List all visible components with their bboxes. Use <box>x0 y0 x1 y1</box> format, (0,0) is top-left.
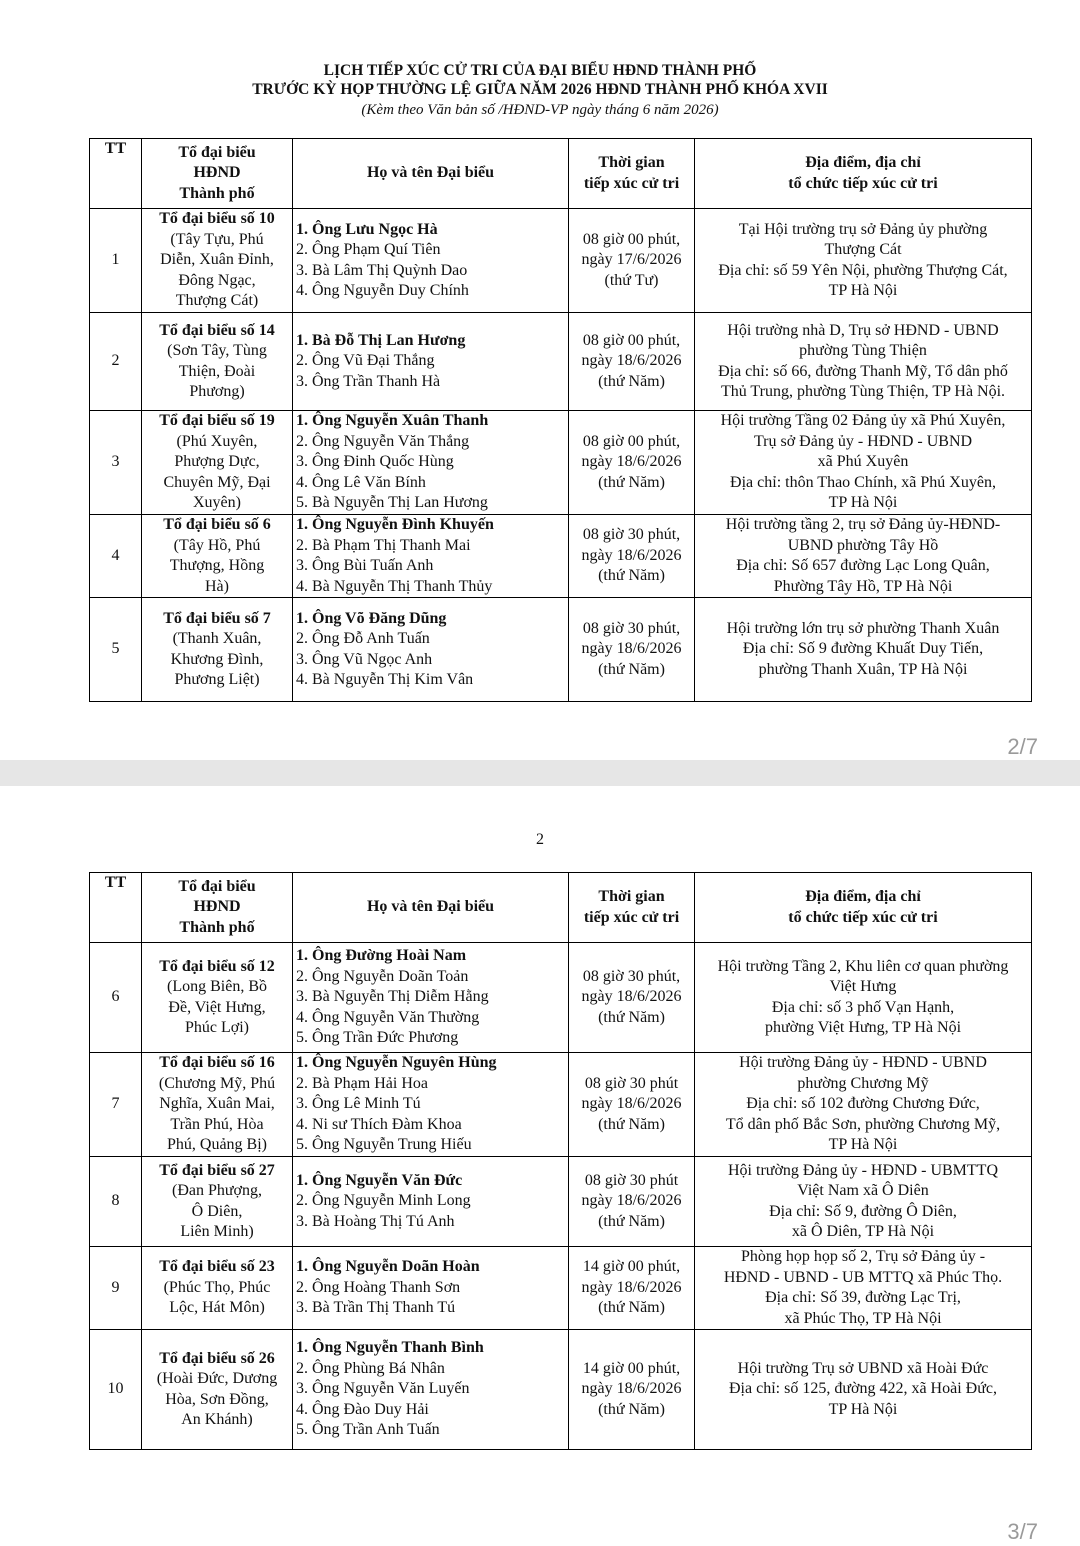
meeting-time-line: (thứ Tư) <box>604 271 659 289</box>
meeting-time-line: ngày 18/6/2026 <box>581 453 682 471</box>
column-header-group-line: Thành phố <box>179 184 255 202</box>
table-row <box>90 209 1032 313</box>
page-indicator: 3/7 <box>1007 1519 1038 1544</box>
schedule-table-page-2 <box>89 872 1032 1450</box>
document-title-line-2: TRƯỚC KỲ HỌP THƯỜNG LỆ GIỮA NĂM 2026 HĐND THÀNH PHỐ KHÓA XVII <box>252 81 828 98</box>
delegate-name: 4. Ni sư Thích Đàm Khoa <box>296 1115 462 1133</box>
delegate-name: 3. Bà Lâm Thị Quỳnh Dao <box>296 261 468 279</box>
document-subtitle: (Kèm theo Văn bản số /HĐND-VP ngày tháng 6 năm 2026) <box>361 102 719 118</box>
meeting-location-line: Hội trường Tầng 02 Đảng ủy xã Phú Xuyên, <box>720 412 1006 430</box>
page-indicator: 2/7 <box>1007 734 1038 759</box>
delegate-name: 1. Ông Nguyễn Đình Khuyến <box>296 516 494 533</box>
delegate-group-area: Ô Diên, <box>191 1202 243 1220</box>
meeting-time-line: ngày 18/6/2026 <box>581 640 682 658</box>
delegate-group-area: Khương Đình, <box>170 650 264 668</box>
delegate-names-cell <box>293 515 569 598</box>
meeting-location-line: Địa chỉ: Số 9 đường Khuất Duy Tiến, <box>742 640 984 658</box>
column-header-group-line: HĐND <box>193 164 241 182</box>
delegate-names-cell <box>293 943 569 1053</box>
delegate-group-area: Lộc, Hát Môn) <box>169 1299 265 1317</box>
meeting-time-line: 08 giờ 00 phút, <box>582 331 681 349</box>
delegate-group-cell <box>142 1330 293 1450</box>
meeting-location-line: Hội trường Đảng ủy - HĐND - UBMTTQ <box>728 1161 998 1179</box>
meeting-time-line: (thứ Năm) <box>598 1008 665 1026</box>
delegate-name: 5. Ông Trần Đức Phương <box>296 1029 459 1047</box>
meeting-time-line: 08 giờ 30 phút <box>584 1074 679 1092</box>
delegate-group-cell <box>142 313 293 411</box>
meeting-location-line: Địa chỉ: Số 9, đường Ô Diên, <box>769 1202 957 1220</box>
delegate-group-title: Tổ đại biểu số 27 <box>159 1161 275 1179</box>
row-number: 6 <box>90 943 142 1053</box>
delegate-name: 1. Bà Đỗ Thị Lan Hương <box>296 331 466 349</box>
meeting-location-cell <box>695 313 1032 411</box>
column-header-group-line: Tổ đại biểu <box>178 877 256 895</box>
document-title-line-1: LỊCH TIẾP XÚC CỬ TRI CỦA ĐẠI BIỂU HĐND THÀNH PHỐ <box>323 62 757 79</box>
delegate-group-area: Nghĩa, Xuân Mai, <box>159 1095 275 1113</box>
delegate-name: 3. Ông Nguyễn Văn Luyến <box>296 1380 470 1398</box>
delegate-name: 3. Bà Hoàng Thị Tú Anh <box>296 1212 455 1230</box>
delegate-name: 2. Ông Phùng Bá Nhân <box>296 1359 445 1377</box>
delegate-names-cell <box>293 598 569 702</box>
delegate-group-area: Thượng, Hồng <box>169 557 265 574</box>
meeting-location-line: Địa chỉ: số 66, đường Thanh Mỹ, Tổ dân phố <box>718 362 1008 380</box>
table-row <box>90 411 1032 515</box>
delegate-group-area: (Hoài Đức, Dương <box>156 1370 278 1387</box>
delegate-group-area: (Đan Phượng, <box>171 1182 262 1199</box>
row-number: 5 <box>90 598 142 702</box>
delegate-group-area: Đông Ngạc, <box>178 271 256 289</box>
delegate-group-area: Chuyên Mỹ, Đại <box>163 473 271 491</box>
delegate-group-area: Đề, Việt Hưng, <box>168 998 266 1016</box>
meeting-location-line: Địa chỉ: Số 657 đường Lạc Long Quân, <box>736 557 990 574</box>
table-row <box>90 313 1032 411</box>
table-row <box>90 598 1032 702</box>
meeting-time-line: ngày 18/6/2026 <box>581 1095 682 1113</box>
delegate-name: 3. Ông Vũ Ngọc Anh <box>296 650 433 668</box>
delegate-group-area: Diễn, Xuân Đỉnh, <box>160 251 274 269</box>
delegate-names-cell <box>293 411 569 515</box>
meeting-location-line: Tại Hội trường trụ sở Đảng ủy phường <box>738 220 988 238</box>
meeting-time-line: 08 giờ 30 phút, <box>582 967 681 985</box>
delegate-name: 2. Ông Vũ Đại Thắng <box>296 352 435 370</box>
delegate-group-title: Tổ đại biểu số 16 <box>159 1054 275 1072</box>
delegate-name: 1. Ông Nguyễn Doãn Hoàn <box>296 1258 480 1276</box>
row-number: 4 <box>90 515 142 598</box>
meeting-time-line: (thứ Năm) <box>598 660 665 678</box>
meeting-time-line: 14 giờ 00 phút, <box>582 1359 681 1377</box>
meeting-location-line: Địa chỉ: số 102 đường Chương Đức, <box>746 1095 980 1113</box>
column-header-time <box>569 873 695 943</box>
delegate-group-title: Tổ đại biểu số 14 <box>159 321 275 339</box>
column-header-names: Họ và tên Đại biểu <box>293 873 569 943</box>
column-header-location <box>695 139 1032 209</box>
meeting-location-cell <box>695 598 1032 702</box>
delegate-name: 5. Ông Nguyễn Trung Hiếu <box>296 1136 472 1154</box>
delegate-name: 3. Bà Nguyễn Thị Diễm Hằng <box>296 988 489 1006</box>
meeting-location-line: Địa chỉ: Số 39, đường Lạc Trị, <box>765 1289 961 1306</box>
delegate-name: 3. Ông Lê Minh Tú <box>296 1095 421 1113</box>
meeting-time-cell <box>569 943 695 1053</box>
meeting-location-line: Hội trường tầng 2, trụ sở Đảng ủy-HĐND- <box>725 516 1001 533</box>
delegate-group-area: Xuyên) <box>193 494 241 512</box>
meeting-time-line: (thứ Năm) <box>598 1299 665 1317</box>
delegate-group-cell <box>142 411 293 515</box>
delegate-group-cell <box>142 209 293 313</box>
delegate-name: 4. Ông Đào Duy Hải <box>296 1400 429 1418</box>
delegate-name: 4. Ông Nguyễn Duy Chính <box>296 282 469 299</box>
delegate-group-cell <box>142 598 293 702</box>
delegate-group-area: (Thanh Xuân, <box>172 630 262 647</box>
meeting-location-line: Thủ Trung, phường Tùng Thiện, TP Hà Nội. <box>720 383 1006 400</box>
delegate-group-title: Tổ đại biểu số 6 <box>163 516 271 533</box>
delegate-name: 2. Ông Nguyễn Văn Thắng <box>296 432 470 450</box>
delegate-name: 4. Bà Nguyễn Thị Thanh Thủy <box>296 577 493 595</box>
meeting-location-line: Thượng Cát <box>824 241 902 258</box>
delegate-group-area: (Phú Xuyên, <box>176 432 258 450</box>
column-header-time-line: Thời gian <box>598 888 665 905</box>
delegate-name: 5. Ông Trần Anh Tuấn <box>296 1421 440 1439</box>
table-row <box>90 1053 1032 1157</box>
delegate-group-area: (Tây Tựu, Phú <box>170 230 264 248</box>
meeting-location-line: UBND phường Tây Hồ <box>787 536 939 554</box>
meeting-location-line: Phường Tây Hồ, TP Hà Nội <box>773 577 953 595</box>
delegate-name: 1. Ông Đường Hoài Nam <box>296 947 467 965</box>
row-number: 10 <box>90 1330 142 1450</box>
meeting-time-line: (thứ Năm) <box>598 1212 665 1230</box>
meeting-location-line: Địa chỉ: số 125, đường 422, xã Hoài Đức, <box>729 1380 997 1398</box>
page-separator <box>0 760 1080 786</box>
delegate-name: 4. Ông Lê Văn Bính <box>296 473 426 491</box>
table-header-row <box>90 139 1032 209</box>
delegate-name: 2. Bà Phạm Thị Thanh Mai <box>296 536 471 554</box>
delegate-group-area: (Tây Hồ, Phú <box>173 536 261 554</box>
meeting-time-cell <box>569 411 695 515</box>
meeting-location-line: Hội trường Tầng 2, Khu liên cơ quan phường <box>717 957 1009 975</box>
column-header-group <box>142 873 293 943</box>
meeting-location-line: HĐND - UBND - UB MTTQ xã Phúc Thọ. <box>723 1268 1003 1286</box>
meeting-location-line: xã Ô Diên, TP Hà Nội <box>791 1223 935 1240</box>
column-header-group-line: Thành phố <box>179 918 255 936</box>
meeting-location-line: Việt Nam xã Ô Diên <box>797 1182 929 1199</box>
delegate-name: 2. Ông Nguyễn Doãn Toản <box>296 967 469 985</box>
meeting-location-cell <box>695 1053 1032 1157</box>
row-number: 7 <box>90 1053 142 1157</box>
meeting-location-line: Tổ dân phố Bắc Sơn, phường Chương Mỹ, <box>725 1115 1001 1133</box>
column-header-location-line: Địa điểm, địa chỉ <box>805 154 921 171</box>
column-header-location-line: Địa điểm, địa chỉ <box>805 888 921 905</box>
delegate-group-area: (Sơn Tây, Tùng <box>167 342 267 359</box>
meeting-location-cell <box>695 1247 1032 1330</box>
column-header-location <box>695 873 1032 943</box>
delegate-name: 3. Ông Bùi Tuấn Anh <box>296 557 434 574</box>
table-row <box>90 943 1032 1053</box>
delegate-group-title: Tổ đại biểu số 12 <box>159 957 275 975</box>
delegate-name: 1. Ông Lưu Ngọc Hà <box>296 220 438 238</box>
meeting-time-cell <box>569 598 695 702</box>
delegate-group-area: Thượng Cát) <box>175 292 259 310</box>
delegate-name: 2. Ông Nguyễn Minh Long <box>296 1192 471 1210</box>
meeting-time-line: ngày 18/6/2026 <box>581 546 682 564</box>
meeting-time-cell <box>569 1053 695 1157</box>
meeting-location-line: Hội trường nhà D, Trụ sở HĐND - UBND <box>727 321 999 339</box>
meeting-location-line: Trụ sở Đảng ủy - HĐND - UBND <box>753 432 973 450</box>
meeting-time-line: 14 giờ 00 phút, <box>582 1258 681 1276</box>
delegate-name: 1. Ông Nguyễn Thanh Bình <box>296 1339 484 1357</box>
meeting-time-line: ngày 18/6/2026 <box>581 1278 682 1296</box>
delegate-group-title: Tổ đại biểu số 10 <box>159 210 275 228</box>
table-header-row <box>90 873 1032 943</box>
delegate-group-area: Phương Liệt) <box>174 671 260 688</box>
delegate-group-area: An Khánh) <box>181 1411 253 1428</box>
delegate-name: 3. Bà Trần Thị Thanh Tú <box>296 1299 456 1317</box>
delegate-group-area: Phúc Lợi) <box>184 1019 249 1036</box>
meeting-time-line: 08 giờ 30 phút <box>584 1171 679 1189</box>
delegate-group-cell <box>142 1157 293 1247</box>
delegate-names-cell <box>293 209 569 313</box>
meeting-time-line: ngày 18/6/2026 <box>581 988 682 1006</box>
delegate-name: 4. Bà Nguyễn Thị Kim Vân <box>296 671 474 688</box>
delegate-group-area: (Chương Mỹ, Phú <box>158 1074 276 1092</box>
meeting-time-line: (thứ Năm) <box>598 473 665 491</box>
meeting-time-line: 08 giờ 30 phút, <box>582 526 681 544</box>
delegate-group-area: Liên Minh) <box>180 1223 254 1240</box>
delegate-group-area: Hòa, Sơn Đồng, <box>165 1390 269 1408</box>
column-header-location-line: tổ chức tiếp xúc cử tri <box>788 908 938 926</box>
meeting-location-cell <box>695 1330 1032 1450</box>
meeting-location-line: Địa chỉ: số 3 phố Vạn Hạnh, <box>771 998 955 1016</box>
delegate-group-area: Hà) <box>205 577 229 595</box>
meeting-location-line: TP Hà Nội <box>828 1136 898 1154</box>
meeting-location-line: phường Chương Mỹ <box>797 1074 929 1092</box>
delegate-name: 1. Ông Nguyễn Văn Đức <box>296 1171 463 1189</box>
meeting-time-line: ngày 17/6/2026 <box>581 251 682 269</box>
row-number: 2 <box>90 313 142 411</box>
delegate-name: 1. Ông Nguyễn Xuân Thanh <box>296 412 489 430</box>
row-number: 9 <box>90 1247 142 1330</box>
meeting-location-cell <box>695 411 1032 515</box>
column-header-group-line: HĐND <box>193 898 241 916</box>
meeting-location-line: Việt Hưng <box>829 978 897 995</box>
delegate-name: 3. Ông Đinh Quốc Hùng <box>296 453 454 471</box>
meeting-location-line: phường Việt Hưng, TP Hà Nội <box>764 1019 962 1036</box>
delegate-group-area: Thiện, Đoài <box>178 362 256 380</box>
meeting-location-line: xã Phúc Thọ, TP Hà Nội <box>784 1309 942 1327</box>
column-header-tt: TT <box>90 139 142 209</box>
delegate-names-cell <box>293 1053 569 1157</box>
meeting-time-line: (thứ Năm) <box>598 1115 665 1133</box>
meeting-location-line: TP Hà Nội <box>828 282 898 299</box>
schedule-table-page-1 <box>89 138 1032 702</box>
meeting-location-line: Phòng họp họp số 2, Trụ sở Đảng ủy - <box>740 1248 986 1265</box>
table-row <box>90 1330 1032 1450</box>
meeting-time-line: (thứ Năm) <box>598 372 665 390</box>
meeting-location-line: TP Hà Nội <box>828 1400 898 1418</box>
meeting-location-line: Hội trường lớn trụ sở phường Thanh Xuân <box>726 619 1000 637</box>
column-header-group <box>142 139 293 209</box>
column-header-location-line: tổ chức tiếp xúc cử tri <box>788 174 938 192</box>
delegate-group-cell <box>142 943 293 1053</box>
column-header-names: Họ và tên Đại biểu <box>293 139 569 209</box>
delegate-name: 2. Ông Phạm Quí Tiên <box>296 241 441 258</box>
meeting-time-cell <box>569 313 695 411</box>
meeting-location-line: Địa chỉ: thôn Thao Chính, xã Phú Xuyên, <box>730 473 996 491</box>
delegate-group-title: Tổ đại biểu số 23 <box>159 1258 275 1276</box>
delegate-name: 5. Bà Nguyễn Thị Lan Hương <box>296 494 488 512</box>
meeting-time-line: (thứ Năm) <box>598 567 665 585</box>
delegate-name: 2. Bà Phạm Hải Hoa <box>296 1074 428 1092</box>
delegate-group-area: Trần Phú, Hòa <box>170 1115 264 1133</box>
delegate-names-cell <box>293 1330 569 1450</box>
row-number: 1 <box>90 209 142 313</box>
meeting-location-line: Hội trường Đảng ủy - HĐND - UBND <box>739 1054 987 1072</box>
delegate-name: 4. Ông Nguyễn Văn Thường <box>296 1008 480 1026</box>
delegate-names-cell <box>293 1157 569 1247</box>
column-header-group-line: Tổ đại biểu <box>178 143 256 161</box>
delegate-name: 1. Ông Võ Đăng Dũng <box>296 609 447 627</box>
meeting-time-line: ngày 18/6/2026 <box>581 1192 682 1210</box>
delegate-group-cell <box>142 515 293 598</box>
delegate-group-area: (Long Biên, Bồ <box>167 978 267 995</box>
delegate-group-cell <box>142 1247 293 1330</box>
delegate-group-title: Tổ đại biểu số 7 <box>163 609 271 627</box>
column-header-tt: TT <box>90 873 142 943</box>
row-number: 8 <box>90 1157 142 1247</box>
column-header-time-line: tiếp xúc cử tri <box>583 908 680 926</box>
meeting-time-cell <box>569 1247 695 1330</box>
delegate-group-area: Phú, Quảng Bị) <box>167 1136 267 1154</box>
delegate-names-cell <box>293 1247 569 1330</box>
meeting-time-line: (thứ Năm) <box>598 1400 665 1418</box>
delegate-names-cell <box>293 313 569 411</box>
meeting-location-line: phường Tùng Thiện <box>799 342 927 359</box>
meeting-time-cell <box>569 209 695 313</box>
delegate-name: 1. Ông Nguyễn Nguyên Hùng <box>296 1054 497 1072</box>
row-number: 3 <box>90 411 142 515</box>
delegate-name: 2. Ông Đỗ Anh Tuấn <box>296 630 430 647</box>
table-row <box>90 1157 1032 1247</box>
meeting-location-line: TP Hà Nội <box>828 494 898 512</box>
meeting-time-line: 08 giờ 00 phút, <box>582 230 681 248</box>
meeting-time-cell <box>569 1330 695 1450</box>
meeting-time-line: 08 giờ 00 phút, <box>582 432 681 450</box>
page-number: 2 <box>536 831 544 848</box>
delegate-group-area: Phượng Dực, <box>174 453 260 471</box>
meeting-location-line: xã Phú Xuyên <box>817 453 909 471</box>
meeting-location-cell <box>695 209 1032 313</box>
column-header-time-line: tiếp xúc cử tri <box>583 174 680 192</box>
meeting-time-cell <box>569 515 695 598</box>
document-page-1 <box>0 0 1080 760</box>
meeting-time-line: ngày 18/6/2026 <box>581 352 682 370</box>
meeting-location-line: Địa chỉ: số 59 Yên Nội, phường Thượng Cát, <box>718 261 1008 279</box>
column-header-time <box>569 139 695 209</box>
meeting-location-line: phường Thanh Xuân, TP Hà Nội <box>758 660 968 678</box>
meeting-time-cell <box>569 1157 695 1247</box>
table-row <box>90 1247 1032 1330</box>
delegate-group-title: Tổ đại biểu số 19 <box>159 412 275 430</box>
delegate-group-area: Phương) <box>189 383 245 400</box>
table-row <box>90 515 1032 598</box>
delegate-group-area: (Phúc Thọ, Phúc <box>163 1278 271 1296</box>
meeting-time-line: 08 giờ 30 phút, <box>582 619 681 637</box>
meeting-location-cell <box>695 1157 1032 1247</box>
delegate-group-title: Tổ đại biểu số 26 <box>159 1349 275 1367</box>
delegate-name: 2. Ông Hoàng Thanh Sơn <box>296 1278 461 1296</box>
meeting-location-cell <box>695 943 1032 1053</box>
column-header-time-line: Thời gian <box>598 154 665 171</box>
meeting-location-line: Hội trường Trụ sở UBND xã Hoài Đức <box>737 1359 989 1377</box>
meeting-location-cell <box>695 515 1032 598</box>
meeting-time-line: ngày 18/6/2026 <box>581 1380 682 1398</box>
delegate-group-cell <box>142 1053 293 1157</box>
delegate-name: 3. Ông Trần Thanh Hà <box>296 372 441 390</box>
